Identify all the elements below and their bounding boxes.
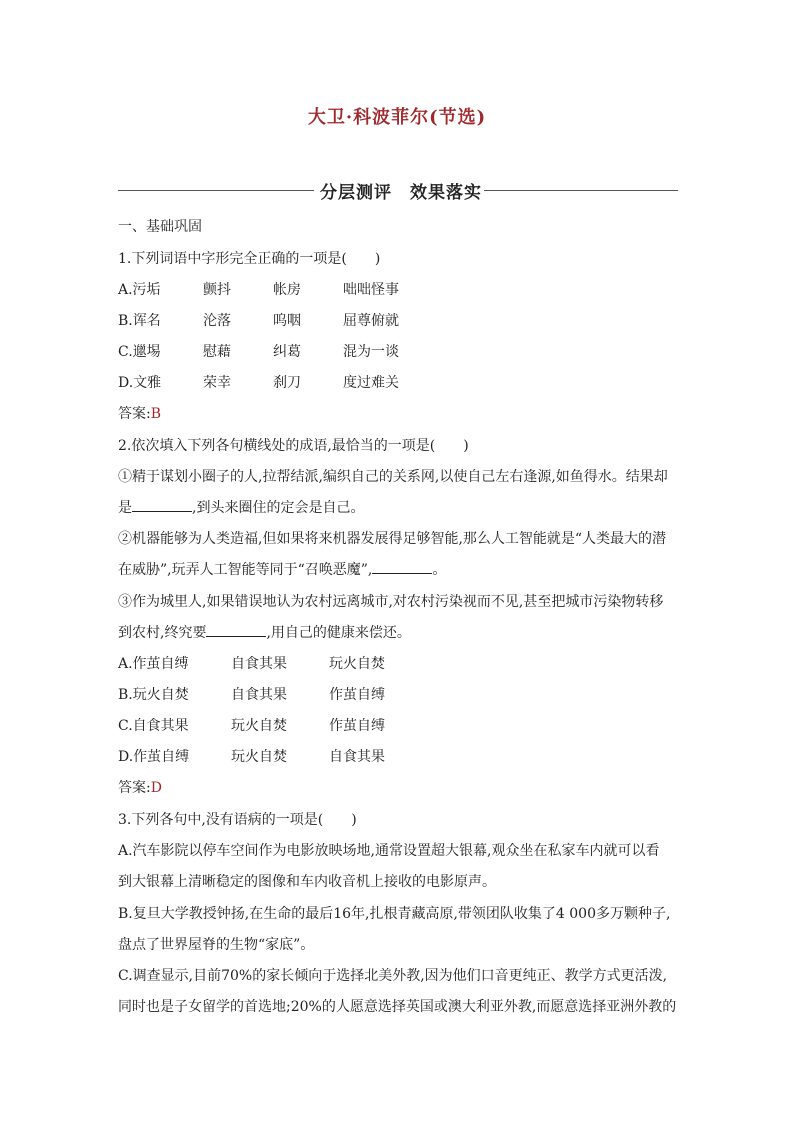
- question-3-option-a-line-2: 到大银幕上清晰稳定的图像和车内收音机上接收的电影原声。: [118, 874, 496, 890]
- question-2-answer: [118, 778, 162, 798]
- q1-option-a-word2: 颤抖: [203, 282, 231, 298]
- text-segment: 。: [432, 562, 447, 578]
- question-2-sentence-1-line-1: ①精于谋划小圈子的人,拉帮结派,编织自己的关系网,以使自己左右逢源,如鱼得水。结果却: [118, 469, 668, 485]
- question-2-stem: 2.依次填入下列各句横线处的成语,最恰当的一项是( ): [118, 438, 469, 454]
- q1-option-c-word4: 混为一谈: [343, 344, 399, 360]
- divider-right: [484, 190, 678, 191]
- question-2-sentence-2-line-1: ②机器能够为人类造福,但如果将来机器发展得足够智能,那么人工智能就是“人类最大的潜: [118, 531, 667, 547]
- section-header: [118, 178, 678, 204]
- q1-option-b-word4: 屈尊俯就: [343, 313, 399, 329]
- q2-option-d-word2: 玩火自焚: [231, 749, 287, 765]
- answer-label: 答案:: [118, 780, 151, 796]
- fill-blank: [206, 624, 266, 637]
- q2-option-a-word3: 玩火自焚: [329, 656, 385, 672]
- q2-option-c: C.自食其果: [118, 718, 189, 734]
- q2-option-b-word3: 作茧自缚: [329, 687, 385, 703]
- q1-option-a-word3: 帐房: [273, 282, 301, 298]
- text-segment: ,到头来圈住的定会是自己。: [192, 500, 365, 516]
- question-3-option-c-line-2: 同时也是子女留学的首选地;20%的人愿意选择英国或澳大利亚外教,而愿意选择亚洲外教的: [118, 999, 677, 1015]
- question-2-sentence-2-line-2: [118, 560, 446, 580]
- q1-option-a: A.污垢: [118, 282, 161, 298]
- question-3-option-b-line-1: B.复旦大学教授钟扬,在生命的最后16年,扎根青藏高原,带领团队收集了4 000多万颗种子,: [118, 906, 671, 922]
- q1-option-b: B.诨名: [118, 313, 161, 329]
- q1-option-b-word2: 沦落: [203, 313, 231, 329]
- answer-value: B: [150, 406, 162, 422]
- q2-option-b-word2: 自食其果: [231, 687, 287, 703]
- q1-option-a-word4: 咄咄怪事: [343, 282, 399, 298]
- question-3-option-b-line-2: 盘点了世界屋脊的生物“家底”。: [118, 937, 315, 953]
- text-segment: 在威胁”,玩弄人工智能等同于“召唤恶魔”,: [118, 562, 373, 578]
- q2-option-c-word3: 作茧自缚: [329, 718, 385, 734]
- question-2-sentence-3-line-1: ③作为城里人,如果错误地认为农村远离城市,对农村污染视而不见,甚至把城市污染物转移: [118, 594, 664, 610]
- section-header-label: 分层测评 效果落实: [320, 183, 482, 203]
- q2-option-a-word2: 自食其果: [231, 656, 287, 672]
- q2-option-a: A.作茧自缚: [118, 656, 189, 672]
- question-1-stem: 1.下列词语中字形完全正确的一项是( ): [118, 251, 381, 267]
- text-segment: 是: [118, 500, 132, 516]
- q2-option-d-word3: 自食其果: [329, 749, 385, 765]
- question-1-answer: [118, 404, 161, 424]
- q1-option-b-word3: 呜咽: [273, 313, 301, 329]
- q1-option-c-word2: 慰藉: [203, 344, 231, 360]
- question-2-sentence-3-line-2: [118, 623, 411, 643]
- q1-option-d: D.文雅: [118, 375, 162, 391]
- divider-left: [118, 190, 314, 191]
- part-heading: 一、基础巩固: [118, 219, 202, 235]
- question-3-stem: 3.下列各句中,没有语病的一项是( ): [118, 812, 357, 828]
- q1-option-c: C.邋埸: [118, 344, 161, 360]
- q2-option-b: B.玩火自焚: [118, 687, 189, 703]
- q2-option-d: D.作茧自缚: [118, 749, 190, 765]
- q1-option-c-word3: 纠葛: [273, 344, 301, 360]
- text-segment: 到农村,终究要: [118, 625, 207, 641]
- q1-option-d-word4: 度过难关: [343, 375, 399, 391]
- question-2-sentence-1-line-2: [118, 498, 364, 518]
- page-title: 大卫·科波菲尔(节选): [307, 107, 487, 128]
- fill-blank: [132, 499, 192, 512]
- fill-blank: [372, 561, 432, 574]
- q1-option-d-word3: 刹刀: [273, 375, 301, 391]
- text-segment: ,用自己的健康来偿还。: [266, 625, 411, 641]
- q2-option-c-word2: 玩火自焚: [231, 718, 287, 734]
- question-3-option-c-line-1: C.调查显示,目前70%的家长倾向于选择北美外教,因为他们口音更纯正、教学方式更活泼,: [118, 968, 668, 984]
- q1-option-d-word2: 荣幸: [203, 375, 231, 391]
- answer-label: 答案:: [118, 406, 151, 422]
- answer-value: D: [150, 780, 162, 796]
- question-3-option-a-line-1: A.汽车影院以停车空间作为电影放映场地,通常设置超大银幕,观众坐在私家车内就可以看: [118, 843, 660, 859]
